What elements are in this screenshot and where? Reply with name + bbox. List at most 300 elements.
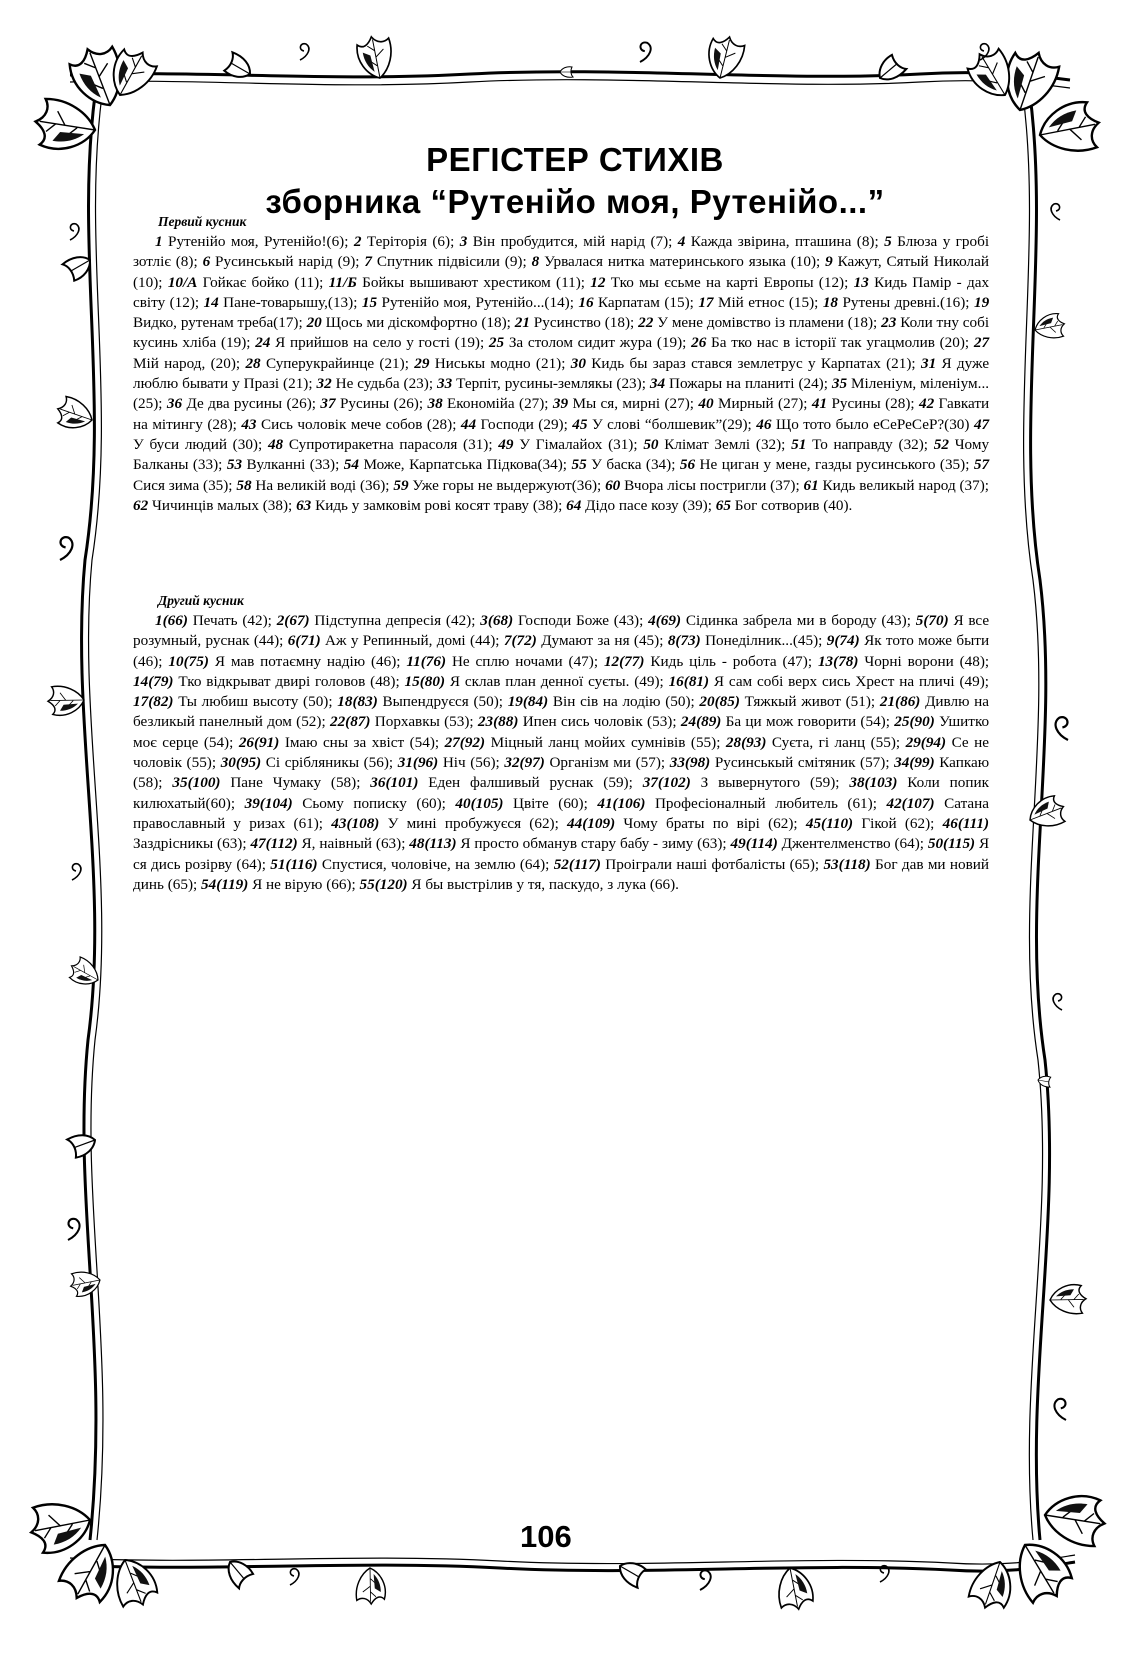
poem-number: 56 [679,456,696,474]
poem-title: Не судьба (23); [335,375,434,393]
poem-number: 46 [756,415,772,433]
poem-title: Ты любиш высоту (50); [178,693,333,711]
poem-number: 33(98) [669,754,711,772]
poem-entry [245,795,446,812]
poem-number: 52 [933,435,949,453]
poem-number: 27 [973,334,990,352]
poem-entry [567,815,798,832]
poem-number: 21 [514,314,530,332]
poem-title: У слові “болшевик”(29); [591,415,752,433]
poem-title: Заздрісникы (63); [133,835,247,853]
section-1-entries [133,232,989,516]
poem-title: Економійа (27); [447,395,549,413]
poem-number: 35 [831,375,848,393]
poem-number: 12 [590,273,606,291]
poem-title: Теріторія (6); [366,233,455,250]
poem-number: 18 [822,293,839,311]
poem-title: Чому Балканы (33); [133,435,990,474]
poem-title: Пожары на планиті (24); [669,375,828,393]
poem-entry [227,456,339,473]
poem-number: 8 [531,253,540,271]
poem-title: У мене домівство із пламени (18); [657,314,878,332]
poem-entry [362,294,574,311]
poem-number: 23 [881,314,897,332]
poem-number: 19 [973,293,990,311]
poem-entry [364,253,526,270]
poem-number: 25 [488,334,505,352]
poem-title: Може, Карпатська Підкова(34); [363,456,567,474]
poem-entry [172,774,360,791]
poem-entry [604,653,812,670]
poem-entry [668,632,823,649]
poem-number: 23(88) [477,713,519,731]
poem-entry [344,456,567,473]
poem-number: 45(110) [805,814,854,832]
poem-entry [478,713,677,730]
poem-title: Коли попик килюхатый(60); [133,774,989,812]
poem-title: Чичинців малых (38); [151,496,293,514]
poem-number: 11/Б [328,273,357,291]
poem-entry [320,395,423,412]
poem-title: Мирный (27); [717,395,808,413]
poem-entry [678,233,879,250]
poem-title: Кидь бы зараз стався землетрус у Карпатах (21); [591,354,916,372]
poem-title: Кидь великый народ (37); [822,476,990,494]
poem-number: 16 [578,293,594,311]
poem-number: 22(87) [329,713,371,731]
poem-entry [393,477,601,494]
poem-title: Бог сотворив (40). [734,496,853,514]
poem-title: Спутник підвісили (9); [376,253,527,271]
poem-entry [460,233,673,250]
section-2-label: Другий кусник [158,593,244,608]
poem-entry [648,612,911,629]
poem-number: 41 [811,395,828,413]
poem-title: Міленіум, міленіум... (25); [133,375,990,413]
poem-title: Ніч (56); [442,754,500,772]
poem-title: Бог дав ми новий динь (65); [133,855,990,893]
poem-entry [445,734,721,751]
poem-entry [155,233,348,250]
poem-title: За столом сидит жура (19); [508,334,687,352]
poem-number: 14(79) [133,672,174,690]
poem-number: 32 [316,375,332,393]
poem-number: 42 [918,395,935,413]
poem-entry [203,253,360,270]
poem-title: У баска (34); [591,456,676,474]
poem-title: Супротиракетна парасоля (31); [288,435,493,453]
poem-entry [307,314,511,331]
poem-number: 13(78) [817,652,859,670]
poem-title: Я все розумный, руснак (44); [133,612,990,650]
poem-number: 9 [825,253,833,271]
poem-number: 36(101) [370,774,419,792]
poem-number: 54 [343,456,359,474]
poem-number: 25(90) [894,713,935,731]
poem-title: Гавкати на мітингу (28); [133,395,990,433]
poem-entry [204,294,358,311]
poem-entry [337,693,503,710]
poem-number: 20(85) [699,693,740,711]
poem-number: 57 [973,456,990,474]
poem-title: Чому браты по вірі (62); [623,814,798,832]
poem-entry [571,456,675,473]
poem-entry [532,253,821,270]
poem-number: 50(115) [927,835,976,853]
poem-title: Понеділник...(45); [705,632,823,650]
poem-title: Не сплю ночами (47); [451,652,599,670]
poem-number: 15(80) [404,672,446,690]
poem-entry [255,334,484,351]
poem-number: 53(118) [823,855,871,873]
poem-entry [168,653,400,670]
poem-title: Ушитко моє серце (54); [133,713,990,751]
poem-number: 54(119) [201,875,249,893]
poem-entry [508,693,695,710]
poem-title: Мій етнос (15); [717,293,819,311]
poem-number: 45 [572,415,588,433]
poem-number: 2 [353,233,362,250]
poem-title: Не циган у мене, газды русинського (35); [699,456,970,474]
poem-title: Коли тну собі кусинь хліба (19); [133,314,990,352]
poem-number: 42(107) [886,794,935,812]
poem-number: 8(73) [667,632,701,650]
poem-number: 61 [803,476,819,494]
poem-number: 17 [698,293,714,311]
poem-number: 43 [241,415,257,433]
poem-number: 55 [571,456,587,474]
poem-title: Русины (28); [831,395,915,413]
poem-entry [317,375,434,392]
poem-entry [239,734,439,751]
poem-number: 30 [570,354,586,372]
poem-title: Я просто обманув стару бабу - зиму (63); [460,835,727,853]
poem-number: 15 [361,293,378,311]
poem-title: Рутенійо моя, Рутенійо!(6); [168,233,349,250]
poem-entry [572,416,751,433]
poem-entry [806,815,935,832]
poem-title: Ниськы модно (21); [434,354,566,372]
poem-title: Русины (26); [339,395,424,413]
poem-title: Як тото може быти (46); [133,632,990,670]
poem-number: 41(106) [597,794,646,812]
poem-entry [553,395,694,412]
poem-entry [437,375,646,392]
poem-title: Гойкає бойко (11); [202,273,324,291]
poem-title: Господи (29); [480,415,568,433]
poem-number: 33 [437,375,453,393]
poem-entry [699,693,875,710]
poem-title: Я не вірую (66); [252,875,356,893]
poem-number: 21(86) [879,693,921,711]
poem-number: 47 [973,415,990,433]
poem-number: 64 [566,496,582,514]
poem-entry [578,294,694,311]
poem-entry [201,876,356,893]
poem-title: Він сів на лодію (50); [552,693,695,711]
poem-title: Аж у Репинный, домі (44); [325,632,500,650]
poem-number: 37 [320,395,336,413]
poem-number: 26(91) [238,733,280,751]
poem-title: Сись чоловік мече собов (28); [260,415,457,433]
poem-title: Я мав потаємну надію (46); [214,652,401,670]
poem-entry [504,754,665,771]
poem-number: 31(96) [397,754,439,772]
poem-title: Я дуже люблю бывати у Празі (21); [133,354,990,393]
poem-entry [155,612,272,629]
poem-title: Суєта, гі ланц (55); [771,733,901,751]
poem-number: 53 [226,456,243,474]
poem-title: Сі срібляникы (56); [265,754,394,772]
poem-title: Пане-товарышу,(13); [223,293,358,311]
poem-title: Кажут, Сятый Николай (10); [133,253,989,291]
poem-entry [691,334,969,351]
poem-entry [330,713,474,730]
poem-title: Дивлю на безликый панелный дом (52); [133,693,990,731]
poem-title: У мині пробужуєся (62); [387,814,559,832]
poem-entry [241,416,456,433]
poem-entry [133,693,333,710]
poem-title: Я склав план денної суєты. (49); [449,672,664,690]
poem-entry [370,774,633,791]
poem-number: 52(117) [553,855,601,873]
poem-number: 10(75) [168,652,209,670]
poem-number: 1 [155,233,163,250]
poem-entry [360,876,679,893]
poem-title: Суперукрайинце (21); [265,354,409,372]
poem-number: 22 [638,314,654,332]
poem-entry [427,395,548,412]
poem-title: Цвіте (60); [513,794,588,812]
poem-number: 19(84) [507,693,549,711]
poem-title: Я, наівный (63); [301,835,406,853]
poem-title: Джентелменство (64); [781,835,924,853]
poem-title: У Гімалайох (31); [519,435,638,453]
poem-number: 63 [296,496,312,514]
poem-entry [650,375,828,392]
poem-entry [250,835,405,852]
poem-entry [812,395,915,412]
poem-number: 40(105) [455,794,504,812]
poem-number: 3(68) [480,612,514,629]
poem-number: 58 [236,476,252,494]
poem-number: 51(116) [270,855,318,873]
poem-entry [409,835,726,852]
poem-title: Тяжкый живот (51); [744,693,876,711]
poem-number: 5(70) [915,612,949,629]
poem-number: 47(112) [250,835,298,853]
poem-number: 28 [245,354,261,372]
poem-entry [804,477,990,494]
poem-entry [669,673,989,690]
poem-entry [566,497,712,514]
poem-number: 49(114) [730,835,778,853]
poem-entry [726,734,900,751]
poem-number: 35(100) [172,774,221,792]
poem-entry [268,436,493,453]
poem-entry [756,416,969,433]
poem-title: Думают за ня (45); [541,632,664,650]
poem-entry [698,294,818,311]
poem-title: Тко відкрыват двирі головов (48); [178,672,400,690]
poem-number: 55(120) [359,875,408,893]
poem-title: Ба тко нас в історії так угацмолив (20); [711,334,970,352]
poem-title: Підступна депресія (42); [314,612,476,629]
poem-title: Сьому пописку (60); [302,794,446,812]
poem-title: Кидь у замковім рові косят траву (38); [315,496,563,514]
poem-entry [643,774,840,791]
poem-entry [455,795,587,812]
poem-title: Урвалася нитка материнського языка (10); [544,253,821,271]
poem-number: 20 [306,314,322,332]
poem-entry [277,612,476,629]
poem-entry [515,314,635,331]
poem-number: 38(103) [849,774,898,792]
poem-number: 7 [364,253,372,271]
poem-entry [489,334,686,351]
poem-number: 28(93) [725,733,767,751]
poem-title: Чорні ворони (48); [864,652,990,670]
poem-title: Гікой (62); [861,814,935,832]
poem-number: 44 [460,415,477,433]
poem-number: 10/А [167,273,198,291]
poem-number: 29 [414,354,430,372]
document-subtitle: зборника “Рутенійо моя, Рутенійо...” [265,183,885,220]
poem-entry [571,355,916,372]
poem-entry [414,355,565,372]
poem-title: Уже горы не выдержуют(36); [412,476,602,494]
poem-entry [236,477,389,494]
poem-number: 44(109) [567,814,616,832]
poem-number: 49 [498,435,514,453]
poem-title: Русинство (18); [533,314,635,332]
poem-number: 30(95) [220,754,262,772]
poem-title: Де два русины (26); [186,395,317,413]
poem-entry [133,497,292,514]
poem-title: Спустися, чоловіче, на землю (64); [321,855,550,873]
poem-entry [823,294,970,311]
page-number: 106 [520,1519,572,1554]
poem-number: 36 [166,395,183,413]
poem-title: Пане Чумаку (58); [230,774,361,792]
poem-number: 16(81) [668,672,710,690]
poem-entry [731,835,924,852]
poem-title: Рутенійо моя, Рутенійо...(14); [381,293,574,311]
poem-number: 32(97) [504,754,545,772]
poem-title: Мы ся, мирні (27); [572,395,695,413]
poem-number: 26 [691,334,707,352]
poem-title: Імаю сны за хвіст (54); [284,733,440,751]
poem-title: Щось ми діскомфортно (18); [325,314,511,332]
poem-number: 9(74) [826,632,860,650]
poem-number: 46(111) [942,814,990,832]
poem-number: 24 [255,334,271,352]
poem-title: Проіграли наші фотбалісты (65); [605,855,820,873]
poem-number: 7(72) [503,632,537,650]
section-1-label: Первий кусник [158,214,247,229]
poem-entry [221,754,393,771]
poem-entry [133,673,400,690]
poem-number: 12(77) [603,652,645,670]
poem-entry [554,856,819,873]
poem-title: У буси людий (30); [133,435,263,453]
poem-entry [398,754,500,771]
poem-entry [590,274,848,291]
poem-number: 65 [715,496,731,514]
poem-number: 27(92) [444,733,486,751]
poem-title: Я бы выстрілив у тя, паскудо, з лука (66). [411,875,679,893]
poem-entry [405,673,664,690]
poem-title: Русинськый смітяник (57); [714,754,890,772]
poem-number: 29(94) [905,733,947,751]
poem-number: 3 [459,233,468,250]
poem-title: Печать (42); [192,612,272,629]
poem-title: Выпендруєся (50); [382,693,503,711]
poem-entry [329,274,585,291]
poem-number: 4 [677,233,686,250]
poem-entry [245,355,409,372]
poem-entry [605,477,800,494]
poem-number: 39(104) [244,794,293,812]
poem-entry [670,754,890,771]
poem-number: 34(99) [894,754,935,772]
poem-title: З вывернутого (59); [700,774,840,792]
poem-title: Дідо пасе козу (39); [585,496,712,514]
poem-entry [406,653,598,670]
poem-number: 6(71) [287,632,321,650]
poem-title: Вчора лісы постригли (37); [624,476,800,494]
poem-entry [597,795,877,812]
poem-number: 5 [884,233,892,250]
poem-number: 31 [920,354,937,372]
poem-title: Сідинка забрела ми в бороду (43); [685,612,911,629]
poem-title: Я прийшов на село у гості (19); [275,334,485,352]
poem-entry [643,436,785,453]
poem-title: То направду (32); [812,435,929,453]
poem-title: Кажда звірина, пташина (8); [690,233,879,250]
poem-title: Мій народ, (20); [133,354,241,372]
poem-entry [167,395,316,412]
poem-number: 39 [552,395,569,413]
poem-number: 37(102) [642,774,691,792]
poem-title: Се не чоловік (55); [133,733,989,772]
poem-entry [270,856,549,873]
poem-number: 13 [853,273,869,291]
poem-number: 62 [133,496,149,514]
poem-number: 59 [393,476,409,494]
poem-number: 50 [643,435,659,453]
poem-number: 34 [649,375,666,393]
poem-title: Професіоналный любитель (61); [654,794,877,812]
poem-number: 11(76) [406,652,447,670]
poem-title: Він пробудится, мій нарід (7); [472,233,673,250]
poem-title: Бойкы вышивают хрестиком (11); [362,273,585,291]
poem-title: Клімат Землі (32); [664,435,786,453]
poem-entry [296,497,562,514]
poem-number: 40 [698,395,714,413]
poem-number: 43(108) [331,814,380,832]
poem-entry [480,612,643,629]
poem-title: Я ся дись розірву (64); [133,835,990,873]
poem-title: На великій воді (36); [255,476,390,494]
poem-entry [288,632,500,649]
poem-number: 14 [203,293,219,311]
poem-number: 60 [605,476,621,494]
poem-title: Блюза у гробі зотліє (8); [133,233,990,271]
poem-entry [168,274,324,291]
poem-title: Ба ци мож говорити (54); [725,713,890,731]
poem-entry [504,632,664,649]
